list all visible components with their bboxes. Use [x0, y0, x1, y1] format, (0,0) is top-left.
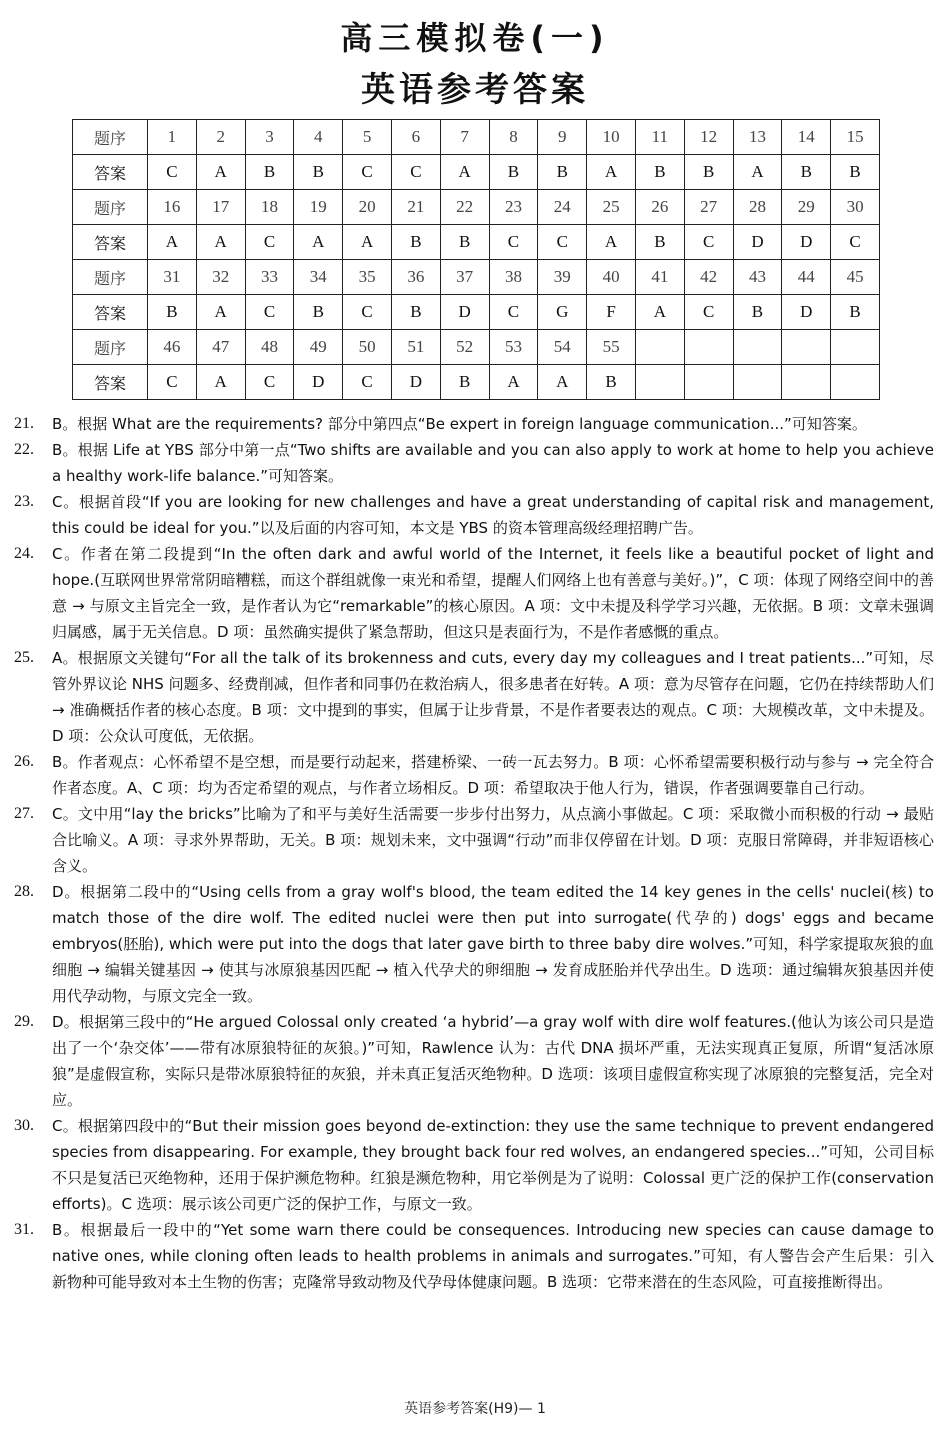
question-number-cell	[782, 330, 831, 365]
row-header: 答案	[73, 225, 148, 260]
question-number-cell: 12	[684, 120, 733, 155]
question-number-cell: 27	[684, 190, 733, 225]
question-number-cell: 37	[440, 260, 489, 295]
question-number-cell: 22	[440, 190, 489, 225]
answer-cell: B	[440, 225, 489, 260]
question-number-cell: 52	[440, 330, 489, 365]
question-number-cell: 21	[391, 190, 440, 225]
answer-cell	[684, 365, 733, 400]
explanation-item	[14, 489, 934, 541]
explanation-item	[14, 749, 934, 801]
answer-cell: C	[831, 225, 880, 260]
explanation-number: 30.	[14, 1117, 34, 1134]
answer-cell: C	[148, 155, 197, 190]
answer-cell: D	[782, 295, 831, 330]
explanation-text: C。根据首段“If you are looking for new challenges and have a great understanding of capital risk and management, this could be ideal for you.”以及后面的内容可知，本文是 YBS 的资本管理高级经理招聘广告。	[52, 493, 934, 537]
question-number-cell: 46	[148, 330, 197, 365]
answer-row	[73, 225, 880, 260]
answer-cell: B	[245, 155, 294, 190]
question-number-cell: 31	[148, 260, 197, 295]
answer-cell: C	[489, 295, 538, 330]
answer-cell: C	[148, 365, 197, 400]
question-number-cell: 44	[782, 260, 831, 295]
question-number-cell: 48	[245, 330, 294, 365]
question-number-cell: 8	[489, 120, 538, 155]
explanation-number: 24.	[14, 545, 34, 562]
question-number-cell: 41	[635, 260, 684, 295]
explanation-item	[14, 801, 934, 879]
answer-cell: B	[440, 365, 489, 400]
explanation-text: B。作者观点：心怀希望不是空想，而是要行动起来，搭建桥梁、一砖一瓦去努力。B 项：心怀希望需要积极行动与参与 → 完全符合作者态度。A、C 项：均为否定希望的观点，与作者立场相反。D 项：希望取决于他人行为，错误，作者强调要靠自己行动。	[52, 753, 934, 797]
answer-cell: A	[196, 365, 245, 400]
question-number-cell: 25	[587, 190, 636, 225]
answer-cell: C	[684, 225, 733, 260]
explanation-item	[14, 1217, 934, 1295]
explanation-text: D。根据第二段中的“Using cells from a gray wolf's blood, the team edited the 14 key genes in the cells' nuclei(核) to match those of the dire wolf. The edited nuclei were then put into surrogate(代孕的) dogs' eggs and became embryos(胚胎), which were put into the dogs that later gave birth to three baby dire wolves.”可知，科学家提取灰狼的血细胞 → 编辑关键基因 → 使其与冰原狼基因匹配 → 植入代孕犬的卵细胞 → 发育成胚胎并代孕出生。D 选项：通过编辑灰狼基因并使用代孕动物，与原文完全一致。	[52, 883, 934, 1005]
answer-cell: A	[538, 365, 587, 400]
question-number-cell: 42	[684, 260, 733, 295]
explanation-item	[14, 1113, 934, 1217]
explanation-number: 21.	[14, 415, 34, 432]
answer-cell: D	[391, 365, 440, 400]
question-number-cell: 35	[343, 260, 392, 295]
answer-cell: A	[440, 155, 489, 190]
question-number-cell: 10	[587, 120, 636, 155]
question-number-cell: 51	[391, 330, 440, 365]
answer-cell: A	[196, 225, 245, 260]
answer-cell: B	[831, 295, 880, 330]
answer-cell: C	[684, 295, 733, 330]
answer-cell: A	[343, 225, 392, 260]
answer-cell: A	[587, 155, 636, 190]
question-number-cell: 49	[294, 330, 343, 365]
answer-cell: B	[782, 155, 831, 190]
question-number-cell: 36	[391, 260, 440, 295]
answer-cell: B	[587, 365, 636, 400]
answer-cell: C	[245, 225, 294, 260]
answer-cell	[831, 365, 880, 400]
explanation-number: 23.	[14, 493, 34, 510]
answer-cell: A	[148, 225, 197, 260]
explanation-number: 25.	[14, 649, 34, 666]
explanation-number: 28.	[14, 883, 34, 900]
answer-cell: B	[538, 155, 587, 190]
answer-cell: B	[391, 295, 440, 330]
explanation-number: 27.	[14, 805, 34, 822]
answer-cell: B	[294, 155, 343, 190]
question-number-cell: 14	[782, 120, 831, 155]
explanation-text: A。根据原文关键句“For all the talk of its brokenness and cuts, every day my colleagues and I treat patients...”可知，尽管外界议论 NHS 问题多、经费削减，但作者和同事仍在救治病人，很多患者在好转。A 项：意为尽管存在问题，它仍在持续帮助人们 → 准确概括作者的核心态度。B 项：文中提到的事实，但属于让步背景，不是作者要表达的观点。C 项：大规模改革，文中未提及。D 项：公众认可度低，无依据。	[52, 649, 934, 745]
question-number-cell: 18	[245, 190, 294, 225]
question-number-cell: 2	[196, 120, 245, 155]
explanation-item	[14, 541, 934, 645]
page-title: 高三模拟卷(一)	[340, 19, 610, 57]
answer-cell: A	[196, 295, 245, 330]
explanation-text: C。根据第四段中的“But their mission goes beyond de-extinction: they use the same technique to prevent endangered species from disappearing. For example, they brought back four red wolves, an endangered species...”可知，公司目标不只是复活已灭绝物种，还用于保护濒危物种。红狼是濒危物种，用它举例是为了说明：Colossal 更广泛的保护工作(conservation efforts)。C 选项：展示该公司更广泛的保护工作，与原文一致。	[52, 1117, 934, 1213]
question-number-cell: 28	[733, 190, 782, 225]
answer-cell: B	[635, 155, 684, 190]
explanation-item	[14, 1009, 934, 1113]
answer-cell: B	[831, 155, 880, 190]
explanation-text: B。根据 What are the requirements? 部分中第四点“Be expert in foreign language communication...”可知答案。	[52, 415, 867, 433]
answer-cell: C	[391, 155, 440, 190]
question-number-cell: 7	[440, 120, 489, 155]
answer-cell	[733, 365, 782, 400]
answer-cell: B	[391, 225, 440, 260]
explanation-item	[14, 645, 934, 749]
answer-cell: C	[245, 365, 294, 400]
answer-cell: A	[635, 295, 684, 330]
question-number-cell: 19	[294, 190, 343, 225]
question-number-cell: 6	[391, 120, 440, 155]
answer-cell: A	[294, 225, 343, 260]
question-number-cell: 30	[831, 190, 880, 225]
row-header: 题序	[73, 330, 148, 365]
explanation-item	[14, 879, 934, 1009]
question-number-cell: 39	[538, 260, 587, 295]
explanation-text: C。文中用“lay the bricks”比喻为了和平与美好生活需要一步步付出努力，从点滴小事做起。C 项：采取微小而积极的行动 → 最贴合比喻义。A 项：寻求外界帮助，无关。B 项：规划未来，文中强调“行动”而非仅停留在计划。D 项：克服日常障碍，并非短语核心含义。	[52, 805, 934, 875]
explanations	[14, 411, 934, 1295]
question-number-cell: 4	[294, 120, 343, 155]
answer-cell: B	[733, 295, 782, 330]
question-number-cell: 17	[196, 190, 245, 225]
explanation-number: 22.	[14, 441, 34, 458]
question-number-cell: 16	[148, 190, 197, 225]
answer-cell	[782, 365, 831, 400]
explanation-text: D。根据第三段中的“He argued Colossal only created ‘a hybrid’—a gray wolf with dire wolf features.(他认为该公司只是造出了一个‘杂交体’——带有冰原狼特征的灰狼。)”可知，Rawlence 认为：古代 DNA 损坏严重，无法实现真正复原，所谓“复活冰原狼”是虚假宣称，实际只是带冰原狼特征的灰狼，并未真正复活灭绝物种。D 选项：该项目虚假宣称实现了冰原狼的完整复活，完全对应。	[52, 1013, 934, 1109]
answer-cell: A	[489, 365, 538, 400]
question-number-cell: 40	[587, 260, 636, 295]
row-header: 题序	[73, 260, 148, 295]
question-number-cell	[733, 330, 782, 365]
question-number-row	[73, 330, 880, 365]
answer-cell	[635, 365, 684, 400]
explanation-text: B。根据最后一段中的“Yet some warn there could be consequences. Introducing new species can cause damage to native ones, while cloning often leads to health problems in animals and surrogates.”可知，有人警告会产生后果：引入新物种可能导致对本土生物的伤害；克隆常导致动物及代孕母体健康问题。B 选项：它带来潜在的生态风险，可直接推断得出。	[52, 1221, 934, 1291]
explanation-item	[14, 411, 934, 437]
answer-cell: D	[440, 295, 489, 330]
question-number-cell: 15	[831, 120, 880, 155]
answer-cell: A	[587, 225, 636, 260]
answer-cell: D	[733, 225, 782, 260]
answer-table	[72, 119, 880, 400]
question-number-cell: 33	[245, 260, 294, 295]
question-number-cell: 50	[343, 330, 392, 365]
row-header: 题序	[73, 120, 148, 155]
answer-cell: G	[538, 295, 587, 330]
question-number-cell: 11	[635, 120, 684, 155]
answer-cell: C	[343, 295, 392, 330]
answer-cell: A	[733, 155, 782, 190]
question-number-cell: 29	[782, 190, 831, 225]
explanation-item	[14, 437, 934, 489]
question-number-cell: 24	[538, 190, 587, 225]
question-number-cell: 5	[343, 120, 392, 155]
question-number-cell: 53	[489, 330, 538, 365]
question-number-cell: 26	[635, 190, 684, 225]
question-number-cell	[831, 330, 880, 365]
question-number-cell: 34	[294, 260, 343, 295]
question-number-cell: 55	[587, 330, 636, 365]
row-header: 答案	[73, 295, 148, 330]
question-number-cell: 43	[733, 260, 782, 295]
row-header: 答案	[73, 155, 148, 190]
question-number-cell	[635, 330, 684, 365]
explanation-number: 29.	[14, 1013, 34, 1030]
question-number-cell: 1	[148, 120, 197, 155]
answer-cell: C	[245, 295, 294, 330]
answer-cell: D	[294, 365, 343, 400]
question-number-row	[73, 190, 880, 225]
question-number-cell: 45	[831, 260, 880, 295]
row-header: 答案	[73, 365, 148, 400]
question-number-cell: 54	[538, 330, 587, 365]
answer-cell: B	[294, 295, 343, 330]
answer-row	[73, 365, 880, 400]
question-number-cell: 9	[538, 120, 587, 155]
question-number-cell: 13	[733, 120, 782, 155]
answer-cell: F	[587, 295, 636, 330]
answer-cell: C	[343, 155, 392, 190]
explanation-text: B。根据 Life at YBS 部分中第一点“Two shifts are available and you can also apply to work at home to help you achieve a healthy work-life balance.”可知答案。	[52, 441, 934, 485]
answer-cell: B	[684, 155, 733, 190]
answer-cell: B	[489, 155, 538, 190]
question-number-cell: 38	[489, 260, 538, 295]
answer-cell: D	[782, 225, 831, 260]
question-number-cell	[684, 330, 733, 365]
page-footer: 英语参考答案(H9)— 1	[404, 1401, 546, 1417]
answer-cell: B	[635, 225, 684, 260]
question-number-cell: 47	[196, 330, 245, 365]
question-number-row	[73, 260, 880, 295]
answer-row	[73, 155, 880, 190]
explanation-text: C。作者在第二段提到“In the often dark and awful world of the Internet, it feels like a beautiful pocket of light and hope.(互联网世界常常阴暗糟糕，而这个群组就像一束光和希望，提醒人们网络上也有善意与美好。)”，C 项：体现了网络空间中的善意 → 与原文主旨完全一致，是作者认为它“remarkable”的核心原因。A 项：文中未提及科学学习兴趣，无依据。B 项：文章未强调归属感，属于无关信息。D 项：虽然确实提供了紧急帮助，但这只是表面行为，不是作者感慨的重点。	[52, 545, 934, 641]
page-subtitle: 英语参考答案	[361, 70, 589, 110]
question-number-row	[73, 120, 880, 155]
question-number-cell: 3	[245, 120, 294, 155]
answer-row	[73, 295, 880, 330]
explanation-number: 26.	[14, 753, 34, 770]
answer-cell: C	[538, 225, 587, 260]
answer-cell: C	[343, 365, 392, 400]
question-number-cell: 32	[196, 260, 245, 295]
explanation-number: 31.	[14, 1221, 34, 1238]
answer-cell: A	[196, 155, 245, 190]
answer-cell: C	[489, 225, 538, 260]
question-number-cell: 20	[343, 190, 392, 225]
answer-cell: B	[148, 295, 197, 330]
question-number-cell: 23	[489, 190, 538, 225]
row-header: 题序	[73, 190, 148, 225]
